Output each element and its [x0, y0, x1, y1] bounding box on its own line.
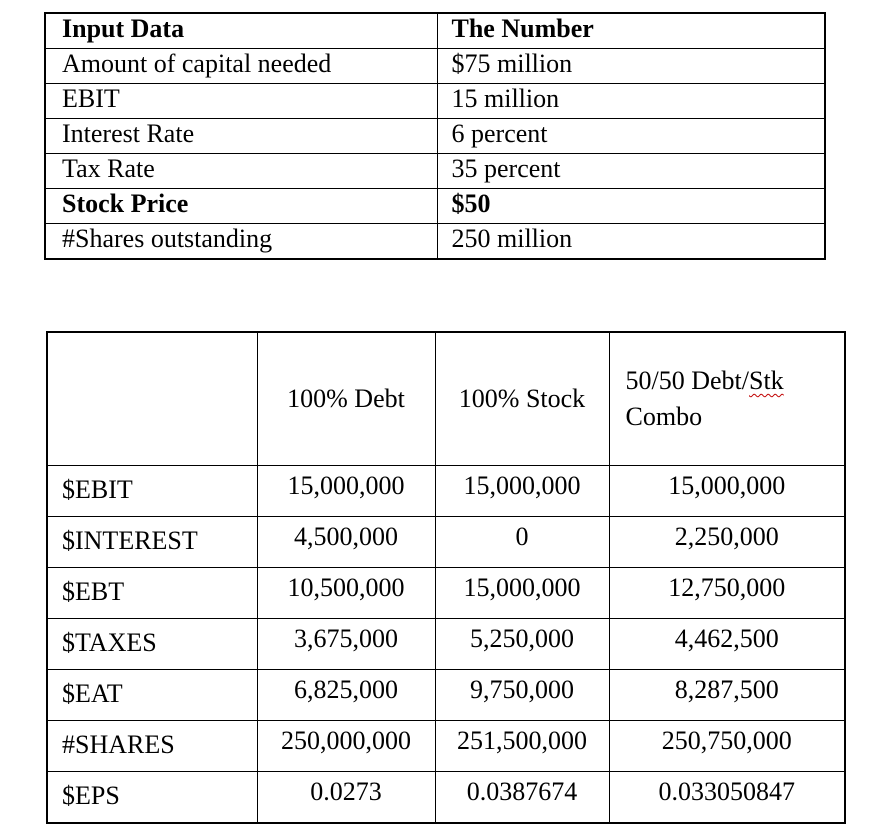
table-row: [45, 154, 825, 189]
stock-value: 0: [435, 517, 609, 568]
table-row: [47, 721, 845, 772]
input-label: Tax Rate: [45, 154, 437, 189]
input-data-header: Input Data: [45, 13, 437, 49]
row-label: $EPS: [47, 772, 257, 824]
stock-value: 0.0387674: [435, 772, 609, 824]
combo-value: 12,750,000: [609, 568, 845, 619]
table-row: [47, 619, 845, 670]
debt-value: 3,675,000: [257, 619, 435, 670]
row-label: $EBT: [47, 568, 257, 619]
combo-header-flagged-word: Stk: [749, 366, 784, 395]
input-value: 15 million: [437, 84, 825, 119]
table-row: [47, 517, 845, 568]
input-value: 35 percent: [437, 154, 825, 189]
debt-value: 0.0273: [257, 772, 435, 824]
row-label: $INTEREST: [47, 517, 257, 568]
table-row: [47, 772, 845, 824]
the-number-header: The Number: [437, 13, 825, 49]
input-label: Interest Rate: [45, 119, 437, 154]
table-row: [45, 119, 825, 154]
stock-value: 15,000,000: [435, 568, 609, 619]
debt-value: 15,000,000: [257, 466, 435, 517]
debt-header: 100% Debt: [257, 332, 435, 466]
comparison-header-row: [47, 332, 845, 466]
input-value: $50: [437, 189, 825, 224]
table-row: [45, 224, 825, 260]
table-row: [45, 49, 825, 84]
stock-header: 100% Stock: [435, 332, 609, 466]
table-row: [47, 466, 845, 517]
input-value: 250 million: [437, 224, 825, 260]
debt-value: 6,825,000: [257, 670, 435, 721]
combo-value: 8,287,500: [609, 670, 845, 721]
row-label: $EAT: [47, 670, 257, 721]
row-label: $TAXES: [47, 619, 257, 670]
input-table-header-row: [45, 13, 825, 49]
table-row: [47, 568, 845, 619]
row-label: $EBIT: [47, 466, 257, 517]
stock-value: 15,000,000: [435, 466, 609, 517]
input-value: $75 million: [437, 49, 825, 84]
stock-value: 251,500,000: [435, 721, 609, 772]
input-label: #Shares outstanding: [45, 224, 437, 260]
table-row: [45, 84, 825, 119]
input-label: EBIT: [45, 84, 437, 119]
table-row: [47, 670, 845, 721]
input-label: Amount of capital needed: [45, 49, 437, 84]
financing-comparison-table: [46, 331, 846, 824]
debt-value: 250,000,000: [257, 721, 435, 772]
debt-value: 4,500,000: [257, 517, 435, 568]
debt-value: 10,500,000: [257, 568, 435, 619]
combo-value: 2,250,000: [609, 517, 845, 568]
stock-value: 5,250,000: [435, 619, 609, 670]
blank-header-cell: [47, 332, 257, 466]
stock-value: 9,750,000: [435, 670, 609, 721]
combo-header: [609, 332, 845, 466]
combo-value: 250,750,000: [609, 721, 845, 772]
combo-value: 0.033050847: [609, 772, 845, 824]
combo-value: 4,462,500: [609, 619, 845, 670]
combo-header-line2: Combo: [625, 402, 703, 431]
combo-value: 15,000,000: [609, 466, 845, 517]
table-row: [45, 189, 825, 224]
input-data-table: [44, 12, 826, 260]
row-label: #SHARES: [47, 721, 257, 772]
input-label: Stock Price: [45, 189, 437, 224]
combo-header-line1-prefix: 50/50 Debt/: [625, 366, 749, 395]
input-value: 6 percent: [437, 119, 825, 154]
